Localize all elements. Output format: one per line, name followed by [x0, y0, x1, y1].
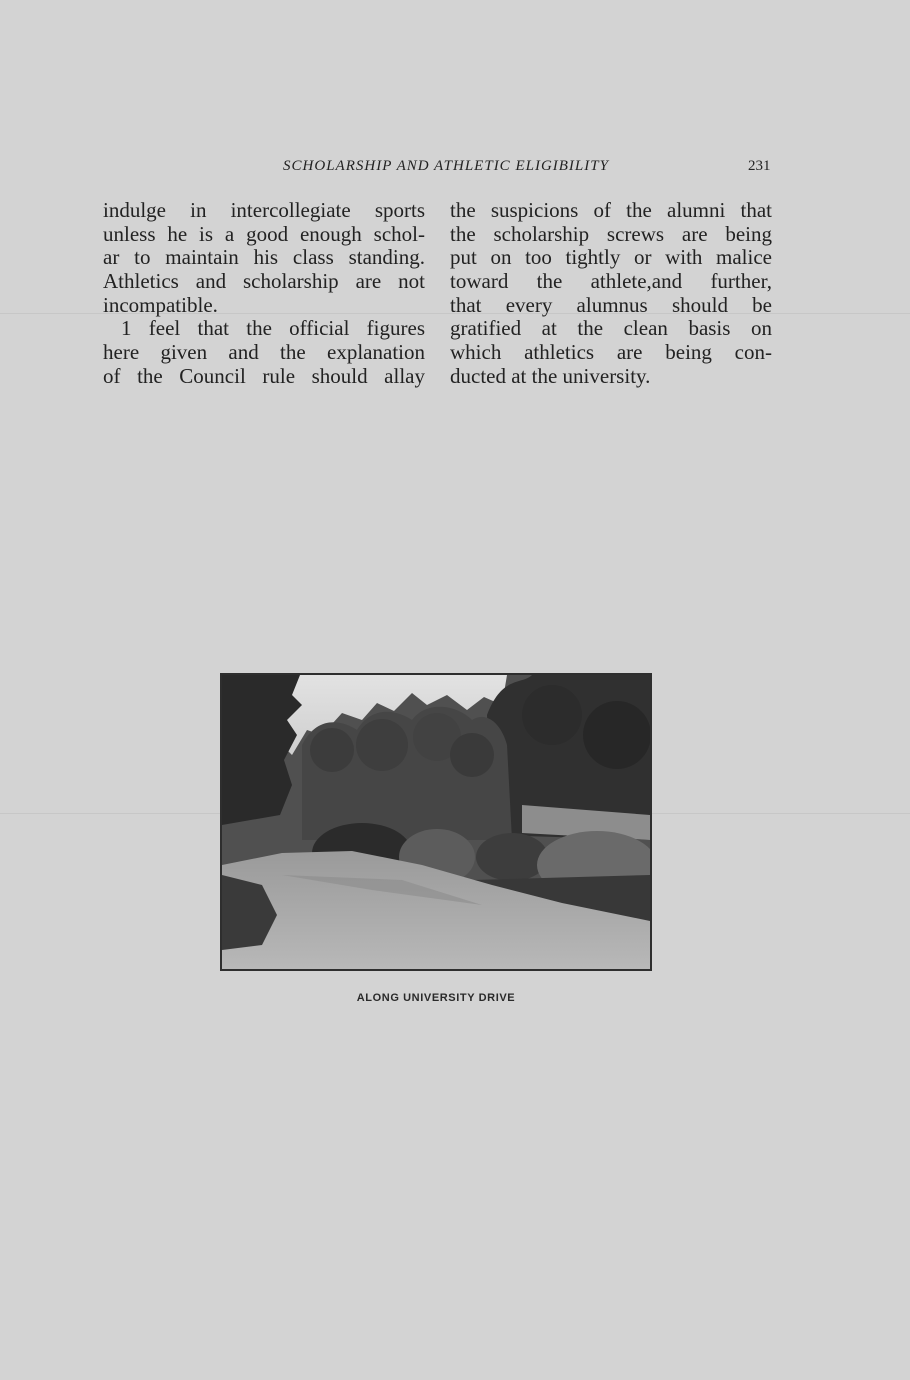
text-line: here given and the explanation	[103, 341, 425, 365]
text-line: of the Council rule should allay	[103, 364, 425, 388]
text-line: toward the athlete,and further,	[450, 270, 772, 294]
text-line: Athletics and scholarship are not	[103, 270, 425, 294]
text-line: that every alumnus should be	[450, 293, 772, 317]
text-line: which athletics are being con-	[450, 341, 772, 365]
text-line: indulge in intercollegiate sports	[103, 199, 425, 222]
figure-caption: ALONG UNIVERSITY DRIVE	[356, 992, 516, 1004]
text-line: the scholarship screws are being	[450, 222, 772, 246]
text-column-right	[450, 199, 772, 389]
bush	[476, 833, 548, 881]
photo-scene	[222, 675, 650, 969]
tree-foliage	[583, 701, 650, 769]
tree-foliage	[310, 728, 354, 772]
text-line: gratified at the clean basis on	[450, 317, 772, 341]
tree-foliage	[356, 719, 408, 771]
running-head-title: SCHOLARSHIP AND ATHLETIC ELIGIBILITY	[283, 158, 609, 174]
running-head	[0, 156, 910, 176]
text-line: ar to maintain his class standing.	[103, 246, 425, 270]
text-line: the suspicions of the alumni that	[450, 199, 772, 222]
text-column-left	[103, 199, 425, 389]
text-line: 1 feel that the official figures	[121, 317, 425, 341]
tree-foliage	[450, 733, 494, 777]
photo-along-university-drive	[220, 673, 652, 971]
text-line: incompatible.	[103, 293, 218, 317]
tree-foliage	[522, 685, 582, 745]
page-number: 231	[748, 158, 771, 174]
text-line: put on too tightly or with malice	[450, 246, 772, 270]
text-line: ducted at the university.	[450, 364, 651, 388]
text-line: unless he is a good enough schol-	[103, 222, 425, 246]
